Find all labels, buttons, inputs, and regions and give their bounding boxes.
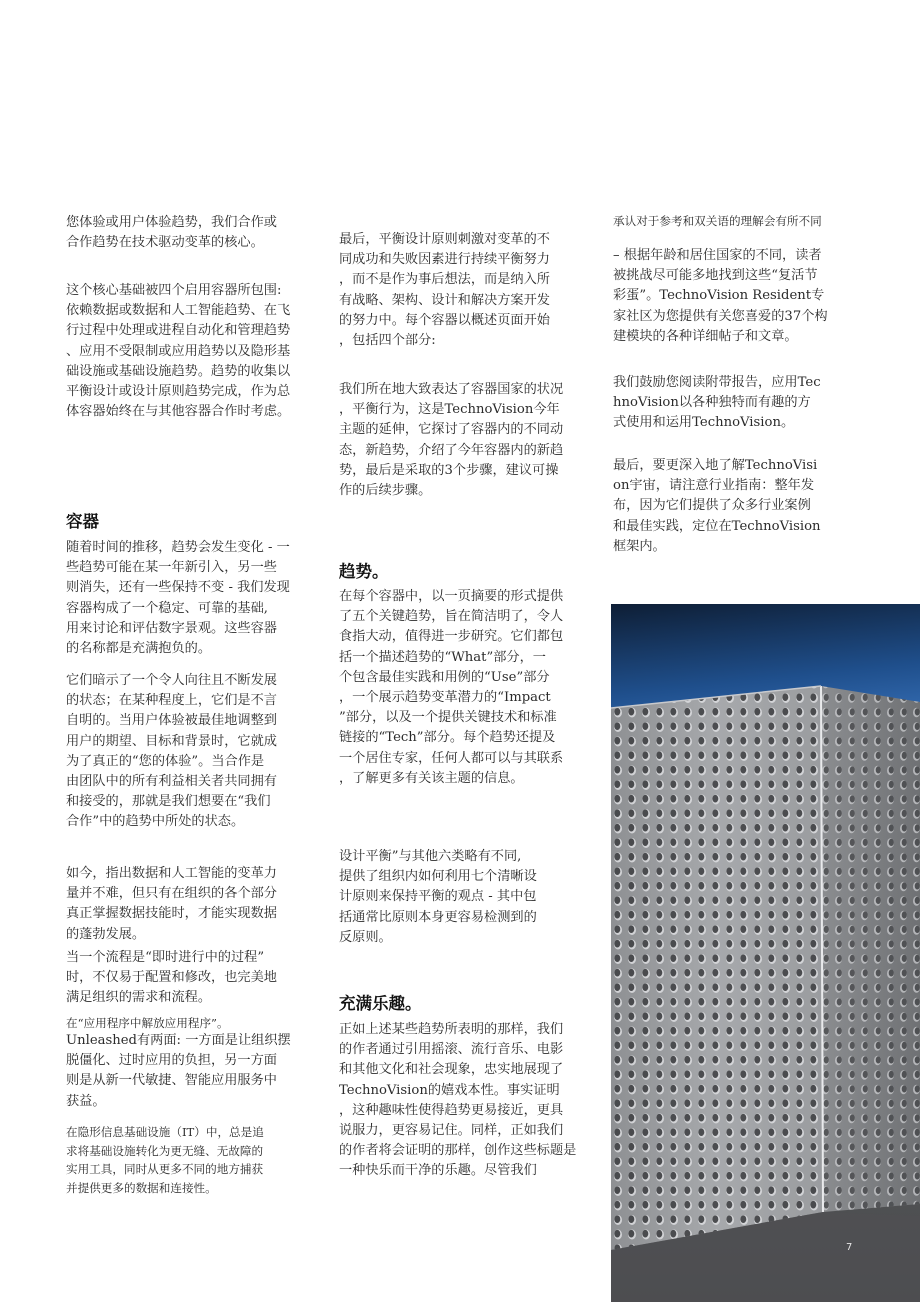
paragraph: 如今，指出数据和人工智能的变革力 量并不难，但只有在组织的各个部分 真正掌握数据技能时，才能实现数据 的蓬勃发展。 [66,866,277,942]
paragraph: 在“应用程序中解放应用程序”。 [66,1016,229,1030]
paragraph: – 根据年龄和居住国家的不同，读者 被挑战尽可能多地找到这些“复活节 彩蛋”。TechnoVision Resident专 家社区为您提供有关您喜爱的37个构 建模块的各种详细帖子和文章。 [613,248,828,344]
paragraph: 它们暗示了一个令人向往且不断发展 的状态；在某种程度上，它们是不言 自明的。当用户体验被最佳地调整到 用户的期望、目标和背景时，它就成 为了真正的“您的体验”。当合作是 由团队中的所有利益相关者共同拥有 和接受的，那就是我们想要在“我们 合作”中的趋势中所处的状态。 [66,673,277,830]
paragraph: 随着时间的推移，趋势会发生变化 - 一 些趋势可能在某一年新引入，另一些 则消失，还有一些保持不变 - 我们发现 容器构成了一个稳定、可靠的基础, 用来讨论和评估数字景观。这些容器 的名称都是充满抱负的。 [66,540,290,657]
paragraph: 正如上述某些趋势所表明的那样，我们 的作者通过引用摇滚、流行音乐、电影 和其他文化和社会现象，忠实地展现了 TechnoVision的嬉戏本性。事实证明 ，这种趣味性使得趋势更易接近，更具 说服力，更容易记住。同样，正如我们 的作者将会证明的那样，创作这些标题是 一种快乐而干净的乐趣。尽管我们 [339,1022,577,1179]
paragraph: 在隐形信息基础设施（IT）中，总是追 求将基础设施转化为更无缝、无故障的 实用工具，同时从更多不同的地方捕获 并提供更多的数据和连接性。 [66,1125,264,1195]
perforated-metal-cube-image [611,604,920,1302]
paragraph: 这个核心基础被四个启用容器所包围: 依赖数据或数据和人工智能趋势、在飞 行过程中处理或进程自动化和管理趋势 、应用不受限制或应用趋势以及隐形基 础设施或基础设施趋势。趋势的收集以 平衡设计或设计原则趋势完成，作为总 体容器始终在与其他容器合作时考虑。 [66,283,291,420]
paragraph: 在每个容器中，以一页摘要的形式提供 了五个关键趋势，旨在简洁明了，令人 食指大动，值得进一步研究。它们都包 括一个描述趋势的“What”部分，一 个包含最佳实践和用例的“Use”部分 ，一个展示趋势变革潜力的“Impact ”部分，以及一个提供关键技术和标准 链接的“Tech”部分。每个趋势还提及 一个居住专家，任何人都可以与其联系 ，了解更多有关该主题的信息。 [339,589,564,786]
paragraph: 我们鼓励您阅读附带报告，应用Tec hnoVision以各种独特而有趣的方 式使用和运用TechnoVision。 [613,375,821,431]
paragraph: 最后，平衡设计原则刺激对变革的不 同成功和失败因素进行持续平衡努力 ，而不是作为事后想法，而是纳入所 有战略、架构、设计和解决方案开发 的努力中。每个容器以概述页面开始 ，包括四个部分: [339,232,550,349]
paragraph: 您体验或用户体验趋势，我们合作或 合作趋势在技术驱动变革的核心。 [66,215,277,251]
paragraph: Unleashed有两面: 一方面是让组织摆 脱僵化、过时应用的负担，另一方面 则是从新一代敏捷、智能应用服务中 获益。 [66,1033,291,1109]
page-number: 7 [846,1242,853,1253]
paragraph: 承认对于参考和双关语的理解会有所不同 [613,214,822,228]
section-heading: 趋势。 [339,562,389,581]
paragraph: 我们所在地大致表达了容器国家的状况 ，平衡行为，这是TechnoVision今年 主题的延伸，它探讨了容器内的不同动 态，新趋势，介绍了今年容器内的新趋 势，最后是采取的3个步骤，建议可操 作的后续步骤。 [339,382,564,499]
section-heading: 容器 [66,512,99,531]
paragraph: 当一个流程是“即时进行中的过程” 时，不仅易于配置和修改，也完美地 满足组织的需求和流程。 [66,950,277,1006]
paragraph: 最后，要更深入地了解TechnoVisi on宇宙，请注意行业指南：整年发 布，因为它们提供了众多行业案例 和最佳实践，定位在TechnoVision 框架内。 [613,458,821,554]
section-heading: 充满乐趣。 [339,994,422,1013]
paragraph: 设计平衡”与其他六类略有不同, 提供了组织内如何利用七个清晰设 计原则来保持平衡的观点 - 其中包 括通常比原则本身更容易检测到的 反原则。 [339,849,537,945]
